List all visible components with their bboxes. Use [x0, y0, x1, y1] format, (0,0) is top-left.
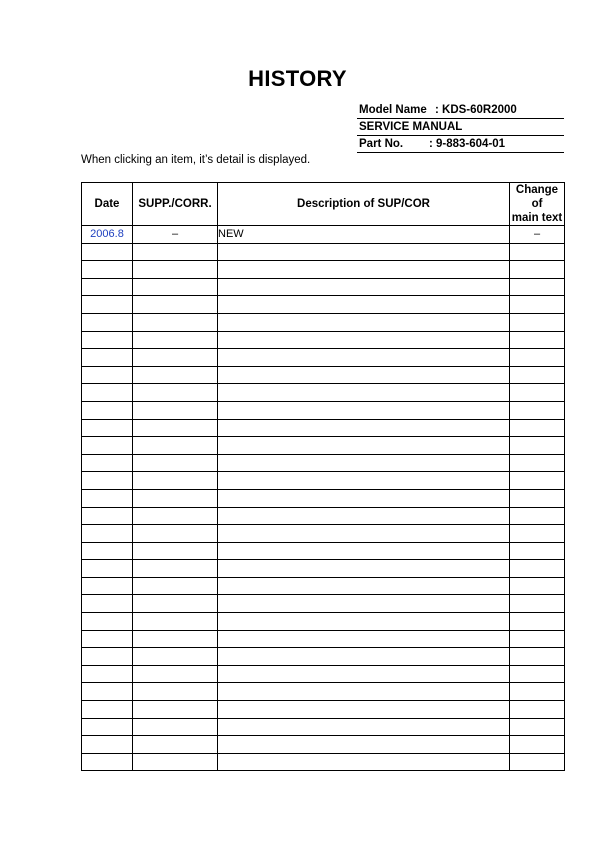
cell-description [218, 384, 510, 402]
cell-description [218, 489, 510, 507]
table-row-empty [82, 472, 565, 490]
cell-date [82, 243, 133, 261]
cell-supp-corr [133, 648, 218, 666]
cell-supp-corr [133, 507, 218, 525]
cell-change-of-main-text [510, 560, 565, 578]
cell-description: NEW [218, 226, 510, 244]
cell-description [218, 313, 510, 331]
cell-date [82, 278, 133, 296]
cell-date [82, 401, 133, 419]
cell-description [218, 278, 510, 296]
cell-supp-corr [133, 454, 218, 472]
cell-change-of-main-text [510, 595, 565, 613]
table-row[interactable] [82, 226, 565, 244]
cell-supp-corr [133, 331, 218, 349]
cell-change-of-main-text [510, 613, 565, 631]
cell-date [82, 683, 133, 701]
cell-change-of-main-text [510, 384, 565, 402]
cell-date [82, 613, 133, 631]
cell-description [218, 648, 510, 666]
cell-change-of-main-text [510, 472, 565, 490]
part-number-row [357, 136, 564, 153]
cell-date [82, 753, 133, 771]
column-header-supp-corr: SUPP./CORR. [133, 183, 218, 226]
cell-supp-corr [133, 313, 218, 331]
cell-date [82, 384, 133, 402]
cell-supp-corr [133, 489, 218, 507]
cell-supp-corr [133, 701, 218, 719]
cell-change-of-main-text [510, 542, 565, 560]
cell-date [82, 261, 133, 279]
history-table [81, 182, 565, 771]
table-row-empty [82, 525, 565, 543]
table-row-empty [82, 261, 565, 279]
cell-date [82, 542, 133, 560]
cell-description [218, 665, 510, 683]
cell-supp-corr [133, 542, 218, 560]
table-row-empty [82, 384, 565, 402]
cell-description [218, 296, 510, 314]
change-header-line-2: main text [511, 212, 563, 224]
cell-supp-corr [133, 366, 218, 384]
change-header-line-1: Change of [515, 184, 559, 210]
table-row-empty [82, 718, 565, 736]
cell-supp-corr [133, 472, 218, 490]
cell-description [218, 683, 510, 701]
cell-description [218, 542, 510, 560]
model-name-value: : KDS-60R2000 [435, 104, 517, 116]
cell-change-of-main-text [510, 296, 565, 314]
cell-date [82, 701, 133, 719]
cell-change-of-main-text [510, 718, 565, 736]
cell-supp-corr [133, 736, 218, 754]
cell-description [218, 472, 510, 490]
cell-change-of-main-text [510, 630, 565, 648]
table-row-empty [82, 753, 565, 771]
column-header-date: Date [82, 183, 133, 226]
table-row-empty [82, 701, 565, 719]
cell-date [82, 525, 133, 543]
model-name-label: Model Name [359, 104, 427, 116]
cell-description [218, 349, 510, 367]
column-header-description: Description of SUP/COR [218, 183, 510, 226]
cell-description [218, 243, 510, 261]
cell-change-of-main-text [510, 278, 565, 296]
cell-supp-corr [133, 613, 218, 631]
cell-supp-corr [133, 261, 218, 279]
cell-description [218, 753, 510, 771]
table-row-empty [82, 560, 565, 578]
cell-date [82, 507, 133, 525]
cell-date [82, 595, 133, 613]
model-name-row [357, 102, 564, 119]
cell-description [218, 525, 510, 543]
cell-description [218, 419, 510, 437]
cell-change-of-main-text [510, 577, 565, 595]
part-number-label: Part No. [359, 138, 404, 150]
page-title: HISTORY [248, 66, 347, 91]
manual-type-label: SERVICE MANUAL [359, 121, 463, 133]
cell-description [218, 560, 510, 578]
table-row-empty [82, 736, 565, 754]
table-row-empty [82, 437, 565, 455]
cell-supp-corr [133, 630, 218, 648]
cell-description [218, 507, 510, 525]
cell-supp-corr [133, 595, 218, 613]
cell-date [82, 665, 133, 683]
cell-description [218, 613, 510, 631]
cell-date [82, 560, 133, 578]
cell-date [82, 736, 133, 754]
cell-change-of-main-text [510, 525, 565, 543]
table-row-empty [82, 595, 565, 613]
table-row-empty [82, 296, 565, 314]
instruction-note: When clicking an item, it’s detail is displayed. [81, 154, 311, 166]
cell-date [82, 419, 133, 437]
cell-description [218, 630, 510, 648]
cell-date [82, 331, 133, 349]
cell-change-of-main-text: – [510, 226, 565, 244]
cell-change-of-main-text [510, 648, 565, 666]
table-row-empty [82, 683, 565, 701]
cell-date [82, 472, 133, 490]
cell-change-of-main-text [510, 419, 565, 437]
cell-description [218, 401, 510, 419]
cell-date [82, 366, 133, 384]
cell-supp-corr [133, 243, 218, 261]
cell-supp-corr [133, 577, 218, 595]
cell-change-of-main-text [510, 701, 565, 719]
cell-supp-corr [133, 560, 218, 578]
cell-change-of-main-text [510, 507, 565, 525]
table-row-empty [82, 507, 565, 525]
cell-supp-corr [133, 718, 218, 736]
cell-description [218, 331, 510, 349]
cell-change-of-main-text [510, 683, 565, 701]
cell-supp-corr [133, 753, 218, 771]
table-header-row [82, 183, 565, 226]
part-number-value: : 9-883-604-01 [429, 138, 506, 150]
cell-description [218, 437, 510, 455]
cell-date [82, 313, 133, 331]
cell-change-of-main-text [510, 313, 565, 331]
cell-date [82, 489, 133, 507]
cell-change-of-main-text [510, 243, 565, 261]
table-row-empty [82, 613, 565, 631]
cell-date [82, 349, 133, 367]
cell-date [82, 454, 133, 472]
table-row-empty [82, 401, 565, 419]
cell-change-of-main-text [510, 437, 565, 455]
table-row-empty [82, 419, 565, 437]
cell-supp-corr [133, 683, 218, 701]
table-row-empty [82, 366, 565, 384]
table-row-empty [82, 278, 565, 296]
column-header-change-of-main-text [510, 183, 565, 226]
cell-date [82, 718, 133, 736]
cell-date[interactable]: 2006.8 [82, 226, 133, 244]
cell-description [218, 718, 510, 736]
table-row-empty [82, 331, 565, 349]
cell-change-of-main-text [510, 401, 565, 419]
cell-supp-corr [133, 665, 218, 683]
table-row-empty [82, 665, 565, 683]
cell-supp-corr [133, 419, 218, 437]
document-info-block [357, 102, 564, 153]
cell-change-of-main-text [510, 349, 565, 367]
cell-change-of-main-text [510, 736, 565, 754]
table-row-empty [82, 648, 565, 666]
cell-supp-corr [133, 349, 218, 367]
cell-description [218, 454, 510, 472]
cell-change-of-main-text [510, 665, 565, 683]
cell-date [82, 648, 133, 666]
cell-date [82, 577, 133, 595]
cell-supp-corr [133, 278, 218, 296]
cell-supp-corr [133, 296, 218, 314]
cell-change-of-main-text [510, 753, 565, 771]
cell-date [82, 296, 133, 314]
cell-description [218, 736, 510, 754]
manual-type-row [357, 119, 564, 136]
table-row-empty [82, 630, 565, 648]
table-row-empty [82, 454, 565, 472]
cell-date [82, 630, 133, 648]
cell-change-of-main-text [510, 366, 565, 384]
cell-change-of-main-text [510, 489, 565, 507]
cell-supp-corr [133, 437, 218, 455]
cell-supp-corr [133, 384, 218, 402]
cell-change-of-main-text [510, 261, 565, 279]
cell-date [82, 437, 133, 455]
cell-description [218, 701, 510, 719]
cell-description [218, 366, 510, 384]
table-row-empty [82, 542, 565, 560]
cell-supp-corr [133, 401, 218, 419]
cell-supp-corr [133, 525, 218, 543]
cell-description [218, 595, 510, 613]
table-row-empty [82, 349, 565, 367]
cell-change-of-main-text [510, 331, 565, 349]
cell-description [218, 261, 510, 279]
table-row-empty [82, 243, 565, 261]
table-row-empty [82, 489, 565, 507]
table-row-empty [82, 577, 565, 595]
table-row-empty [82, 313, 565, 331]
cell-supp-corr: – [133, 226, 218, 244]
cell-description [218, 577, 510, 595]
cell-change-of-main-text [510, 454, 565, 472]
